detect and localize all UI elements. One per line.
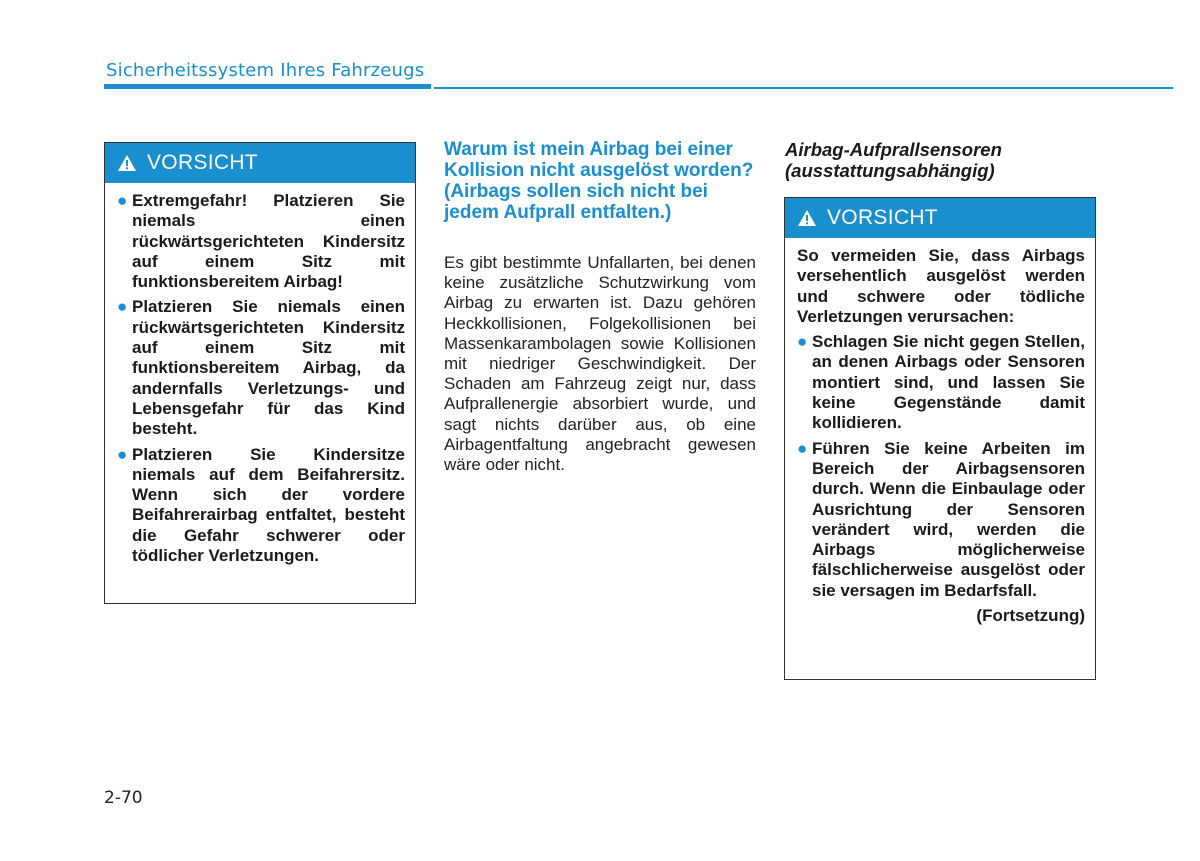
header-rule-thick <box>104 84 431 89</box>
bullet-icon: ● <box>797 438 808 458</box>
list-item <box>117 297 405 439</box>
list-item-text: Platzieren Sie Kindersitze niemals auf dem Beifahrersitz. Wenn sich der vordere Beifahrerairbag entfaltet, besteht die Gefahr schwerer oder tödlicher Verletzungen. <box>132 444 405 566</box>
bullet-icon: ● <box>117 444 128 464</box>
list-item-text: Platzieren Sie niemals einen rückwärtsgerichteten Kindersitz auf einem Sitz mit funktionsbereitem Airbag, da andernfalls Verletzungs- und Lebensgefahr für das Kind besteht. <box>132 297 405 439</box>
caution-list <box>117 191 405 566</box>
body-paragraph: Es gibt bestimmte Unfallarten, bei denen keine zusätzliche Schutzwirkung vom Airbag zu erwarten ist. Dazu gehören Heckkollisionen, Folgekollisionen bei Massenkarambolagen sowie Kollisionen mit niedriger Geschwindigkeit. Der Schaden am Fahrzeug zeigt nur, dass Aufprallenergie absorbiert wurde, und sagt nichts darüber aus, ob eine Airbagentfaltung angebracht gewesen wäre oder nicht. <box>444 253 756 475</box>
sensors-heading: Airbag-Aufprallsensoren (ausstattungsabhängig) <box>785 139 1002 181</box>
list-item-text: Schlagen Sie nicht gegen Stellen, an denen Airbags oder Sensoren montiert sind, und lassen Sie keine Gegenstände damit kollidieren. <box>812 332 1085 433</box>
caution-title: VORSICHT <box>827 206 938 229</box>
list-item-text: Führen Sie keine Arbeiten im Bereich der Airbagsensoren durch. Wenn die Einbaulage oder Ausrichtung der Sensoren verändert wird, werden die Airbags möglicherweise fälschlicherweise ausgelöst oder sie versagen im Bedarfsfall. <box>812 438 1085 600</box>
list-item <box>117 191 405 292</box>
list-item <box>117 445 405 567</box>
list-item <box>797 332 1085 433</box>
warning-triangle-icon <box>797 209 817 227</box>
header-rule-thin <box>434 87 1173 89</box>
caution-body <box>785 238 1095 636</box>
caution-list <box>797 332 1085 601</box>
continuation-note: (Fortsetzung) <box>976 606 1085 626</box>
bullet-icon: ● <box>117 297 128 317</box>
question-heading: Warum ist mein Airbag bei einer Kollision nicht ausgelöst worden? (Airbags sollen sich nicht bei jedem Aufprall entfalten.) <box>444 139 754 223</box>
bullet-icon: ● <box>797 332 808 352</box>
list-item <box>797 439 1085 601</box>
section-title: Sicherheitssystem Ihres Fahrzeugs <box>106 60 425 81</box>
caution-box-right <box>784 197 1096 680</box>
caution-body <box>105 183 415 581</box>
warning-triangle-icon <box>117 154 137 172</box>
page-number: 2-70 <box>104 788 143 808</box>
caution-header <box>105 143 415 183</box>
list-item-text: Extremgefahr! Platzieren Sie niemals einen rückwärtsgerichteten Kindersitz auf einem Sitz mit funktionsbereitem Airbag! <box>132 191 405 292</box>
caution-intro: So vermeiden Sie, dass Airbags versehentlich ausgelöst werden und schwere oder tödliche Verletzungen verursachen: <box>797 246 1085 326</box>
bullet-icon: ● <box>117 191 128 210</box>
caution-title: VORSICHT <box>147 151 258 174</box>
caution-header <box>785 198 1095 238</box>
caution-box-left <box>104 142 416 604</box>
